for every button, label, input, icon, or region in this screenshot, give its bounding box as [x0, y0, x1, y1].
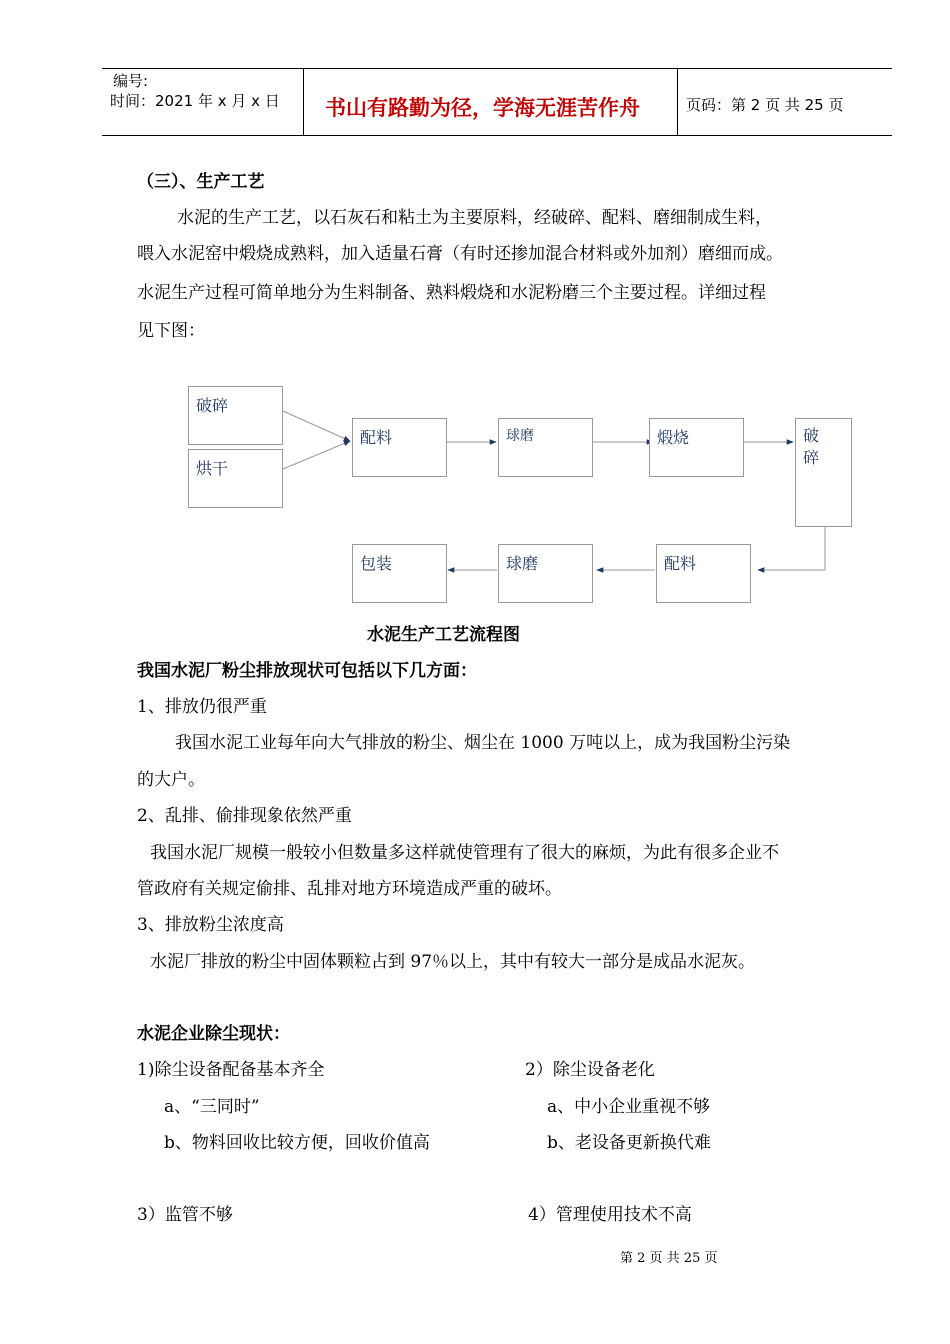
flow-box-crush — [188, 386, 283, 445]
dust-item-2-line-1: 我国水泥厂规模一般较小但数量多这样就使管理有了很大的麻烦，为此有很多企业不 — [150, 843, 779, 863]
flow-box-crush-2 — [795, 418, 852, 527]
intro-line-4: 见下图： — [137, 321, 205, 341]
dust-item-1-line-2: 的大户。 — [137, 770, 205, 790]
flow-box-pack — [352, 544, 447, 603]
flow-box-calcine — [649, 418, 744, 477]
flow-box-mill-label: 球磨 — [506, 428, 534, 444]
removal-heading: 水泥企业除尘现状： — [137, 1024, 290, 1044]
intro-line-1: 水泥的生产工艺，以石灰石和粘土为主要原料，经破碎、配料、磨细制成生料， — [177, 208, 772, 228]
arrow-crush-to-mix — [283, 411, 350, 441]
removal-col2-title: 2）除尘设备老化 — [525, 1060, 655, 1080]
flow-box-mix-label: 配料 — [360, 428, 393, 447]
flow-box-mix — [352, 418, 447, 477]
flow-box-mix-2-label: 配料 — [664, 554, 697, 573]
removal-col1-b: b、物料回收比较方便，回收价值高 — [164, 1133, 430, 1153]
flow-box-mix-2 — [656, 544, 751, 603]
removal-col3-title: 3）监管不够 — [137, 1205, 233, 1225]
removal-col2-a: a、中小企业重视不够 — [547, 1097, 711, 1117]
page-footer: 第 2 页 共 25 页 — [620, 1251, 718, 1266]
removal-col2-b: b、老设备更新换代难 — [547, 1133, 711, 1153]
flowchart-connectors — [0, 0, 950, 640]
dust-item-2-line-2: 管政府有关规定偷排、乱排对地方环境造成严重的破坏。 — [137, 879, 562, 899]
flow-box-calcine-label: 煅烧 — [657, 428, 690, 447]
dust-item-1-title: 1、排放仍很严重 — [137, 697, 267, 717]
removal-col1-a: a、“三同时” — [164, 1097, 260, 1117]
header-number-label: 编号: — [113, 72, 149, 90]
section-title: （三）、生产工艺 — [137, 172, 265, 192]
header-motto: 书山有路勤为径，学海无涯苦作舟 — [325, 96, 640, 120]
flow-box-pack-label: 包装 — [360, 554, 393, 573]
flow-box-dry-label: 烘干 — [196, 459, 229, 478]
removal-col1-title: 1)除尘设备配备基本齐全 — [137, 1060, 325, 1080]
dust-heading: 我国水泥厂粉尘排放现状可包括以下几方面： — [137, 661, 477, 681]
flow-box-mill — [498, 418, 593, 477]
arrow-crush-to-mix2 — [758, 527, 825, 570]
dust-item-2-title: 2、乱排、偷排现象依然严重 — [137, 806, 352, 826]
flow-box-crush-label: 破碎 — [196, 396, 229, 415]
dust-item-1-line-1: 我国水泥工业每年向大气排放的粉尘、烟尘在 1000 万吨以上，成为我国粉尘污染 — [175, 733, 791, 753]
flow-box-mill-2 — [498, 544, 593, 603]
dust-item-3-title: 3、排放粉尘浓度高 — [137, 915, 284, 935]
flow-box-crush-2-label: 破碎 — [803, 426, 820, 467]
flowchart-caption: 水泥生产工艺流程图 — [367, 625, 520, 645]
header-time-label: 时间：2021 年 x 月 x 日 — [110, 92, 280, 110]
intro-line-2: 喂入水泥窑中煅烧成熟料，加入适量石膏（有时还掺加混合材料或外加剂）磨细而成。 — [137, 244, 783, 264]
dust-item-3-line-1: 水泥厂排放的粉尘中固体颗粒占到 97％以上，其中有较大一部分是成品水泥灰。 — [150, 952, 756, 972]
removal-col4-title: 4）管理使用技术不高 — [528, 1205, 692, 1225]
arrow-dry-to-mix — [283, 441, 350, 469]
flow-box-dry — [188, 449, 283, 508]
header-page-info: 页码：第 2 页 共 25 页 — [686, 96, 844, 114]
flow-box-mill-2-label: 球磨 — [506, 554, 539, 573]
intro-line-3: 水泥生产过程可简单地分为生料制备、熟料煅烧和水泥粉磨三个主要过程。详细过程 — [137, 283, 766, 303]
